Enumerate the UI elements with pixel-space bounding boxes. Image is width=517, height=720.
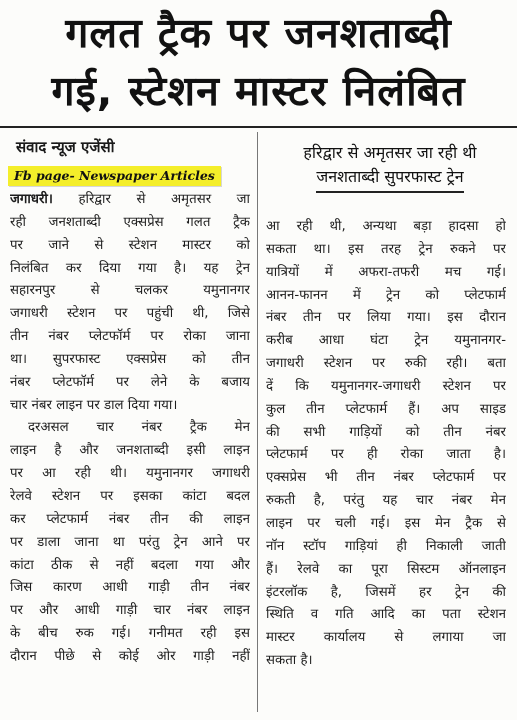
right-line: लाइन पर चली गई। इस मेन ट्रैक से xyxy=(266,515,506,531)
left-line: था। सुपरफास्ट एक्सप्रेस को तीन xyxy=(10,351,250,367)
right-line: स्थिति व गति आदि का पता स्टेशन xyxy=(266,607,506,623)
byline: संवाद न्यूज एजेंसी xyxy=(16,138,115,156)
headline-rule xyxy=(0,126,517,128)
right-line: यात्रियों में अफरा-तफरी मच गई। xyxy=(266,264,506,280)
right-line: दें कि यमुनानगर-जगाधरी स्टेशन पर xyxy=(266,378,506,394)
right-line: रुकती है, परंतु यह चार नंबर मेन xyxy=(266,493,506,509)
left-line: दरअसल चार नंबर ट्रैक मेन xyxy=(28,420,250,436)
right-line: मास्टर कार्यालय से लगाया जा xyxy=(266,630,506,646)
right-line: नंबर तीन पर लिया गया। इस दौरान xyxy=(266,310,506,326)
fb-page-tag: Fb page- Newspaper Articles xyxy=(8,166,221,186)
left-line: नंबर प्लेटफॉर्म पर लेने के बजाय xyxy=(10,374,250,390)
subheadline-line-2: जनशताब्दी सुपरफास्ट ट्रेन xyxy=(316,165,463,193)
right-line: इंटरलॉक है, जिसमें हर ट्रेन की xyxy=(266,584,506,600)
left-line: जिस कारण आधी गाड़ी तीन नंबर xyxy=(10,580,250,596)
left-line: रेलवे स्टेशन पर इसका कांटा बदल xyxy=(10,488,250,504)
headline-line-1: गलत ट्रैक पर जनशताब्दी xyxy=(65,9,452,57)
right-line: करीब आधा घंटा ट्रेन यमुनानगर- xyxy=(266,333,506,349)
right-line: की सभी गाड़ियों को तीन नंबर xyxy=(266,424,506,440)
article-left-column xyxy=(10,189,250,669)
right-line: आनन-फानन में ट्रेन को प्लेटफार्म xyxy=(266,287,506,303)
left-line: कर प्लेटफार्म नंबर तीन की लाइन xyxy=(10,511,250,527)
headline-line-2: गई, स्टेशन मास्टर निलंबित xyxy=(51,67,466,115)
right-line: सकता है। xyxy=(266,653,313,669)
left-line: निलंबित कर दिया गया है। यह ट्रेन xyxy=(10,260,250,276)
left-line: पर और आधी गाड़ी चार नंबर लाइन xyxy=(10,603,250,619)
column-divider xyxy=(257,132,258,712)
left-line: लाइन है और जनशताब्दी इसी लाइन xyxy=(10,443,250,459)
dateline: जगाधरी। xyxy=(10,192,53,207)
left-line: जगाधरी स्टेशन पर पहुंची थी, जिसे xyxy=(10,306,250,322)
left-line: पर जाने से स्टेशन मास्टर को xyxy=(10,237,250,253)
article-right-column xyxy=(266,216,506,673)
right-line: कुल तीन प्लेटफार्म हैं। अप साइड xyxy=(266,401,506,417)
subheadline xyxy=(270,141,510,193)
left-line: कांटा ठीक से नहीं बदला गया और xyxy=(10,557,250,573)
right-line: आ रही थी, अन्यथा बड़ा हादसा हो xyxy=(266,219,506,234)
right-line: सकता था। इस तरह ट्रेन रुकने पर xyxy=(266,241,506,257)
left-line: दौरान पीछे से कोई ओर गाड़ी नहीं xyxy=(10,648,250,664)
left-line: तीन नंबर प्लेटफॉर्म पर रोका जाना xyxy=(10,329,250,345)
left-line: पर आ रही थी। यमुनानगर जगाधरी xyxy=(10,466,250,482)
right-line: प्लेटफार्म पर ही रोका जाता है। xyxy=(266,447,506,463)
right-line: हैं। रेलवे का पूरा सिस्टम ऑनलाइन xyxy=(266,561,506,577)
left-line-0 xyxy=(10,189,250,212)
right-line: एक्सप्रेस भी तीन नंबर प्लेटफार्म पर xyxy=(266,470,506,486)
left-line: के बीच रुक गई। गनीमत रही इस xyxy=(10,626,250,642)
left-line: रही जनशताब्दी एक्सप्रेस गलत ट्रैक xyxy=(10,214,250,230)
headline xyxy=(0,4,517,120)
right-line: जगाधरी स्टेशन पर रुकी रही। बता xyxy=(266,356,506,372)
left-line-0-text: हरिद्वार से अमृतसर जा xyxy=(52,192,250,207)
right-line: नॉन स्टॉप गाड़ियां ही निकाली जाती xyxy=(266,538,506,554)
left-line: सहारनपुर से चलकर यमुनानगर xyxy=(10,283,250,299)
left-line: चार नंबर लाइन पर डाल दिया गया। xyxy=(10,397,178,413)
subheadline-line-1: हरिद्वार से अमृतसर जा रही थी xyxy=(303,143,477,162)
left-line: पर डाला जाना था परंतु ट्रेन आने पर xyxy=(10,534,250,550)
